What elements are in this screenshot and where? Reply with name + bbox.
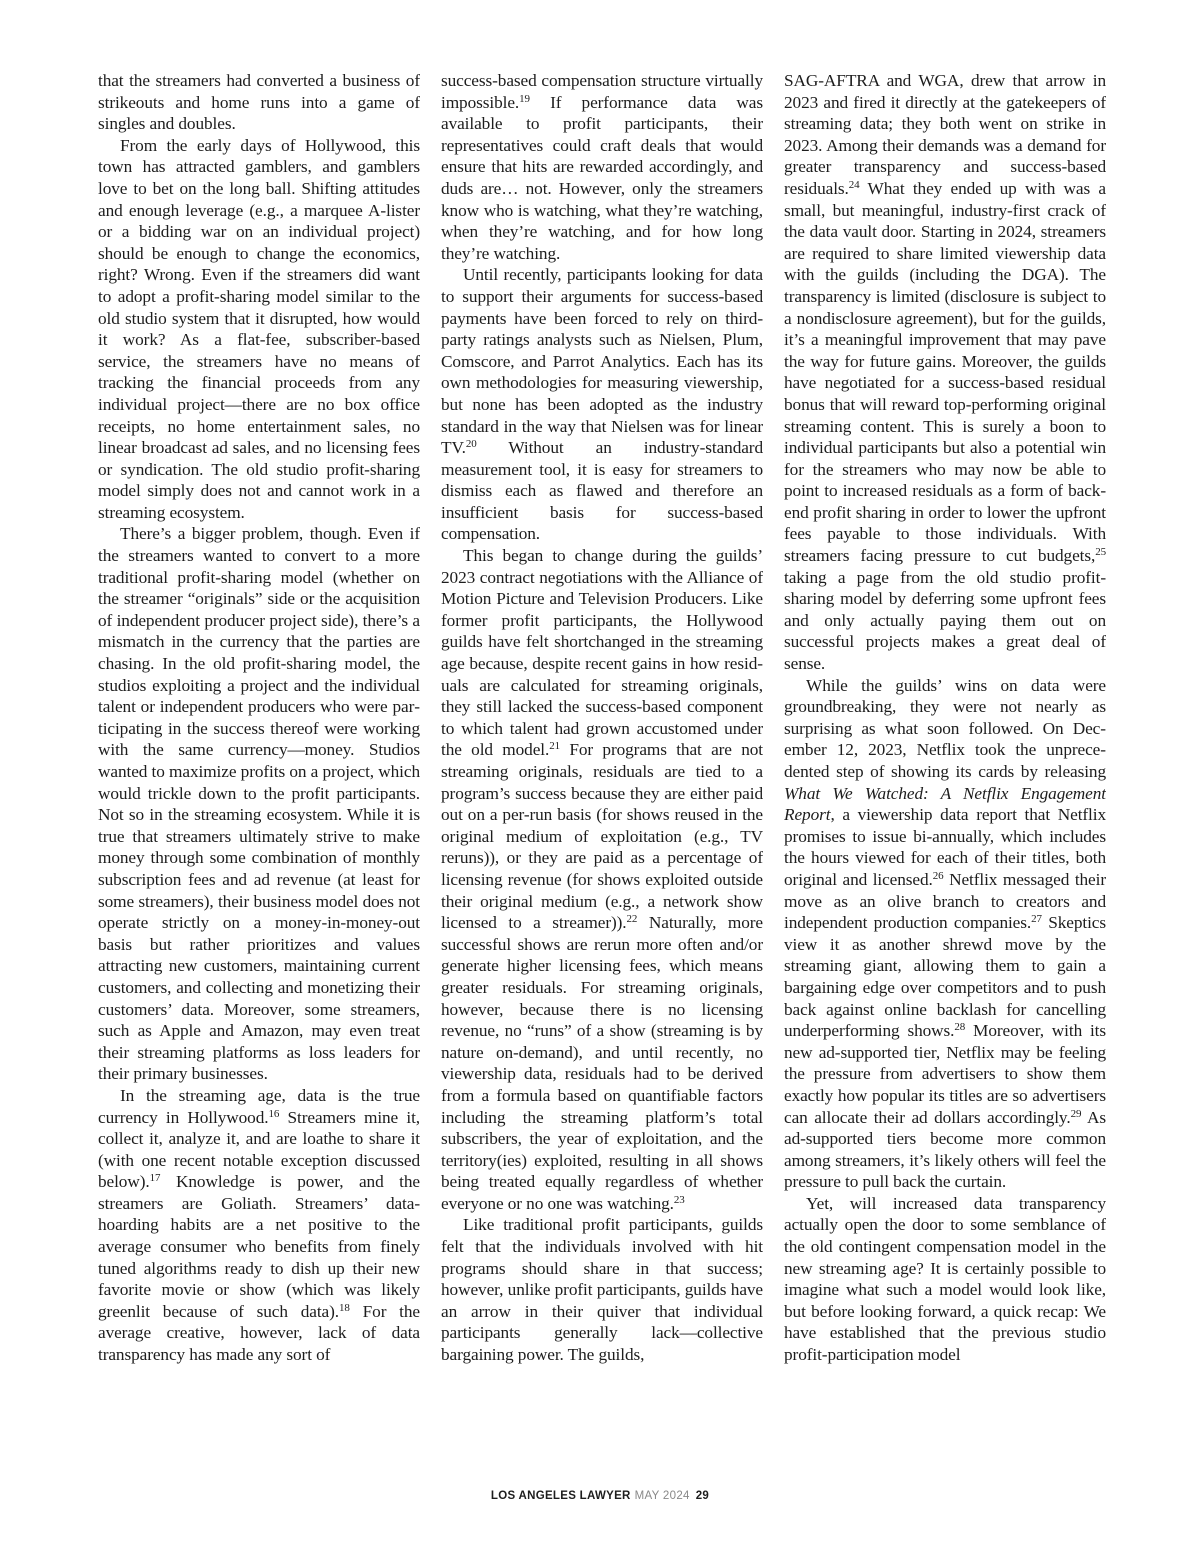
footnote-ref: 23 [673, 1193, 685, 1206]
footnote-ref: 19 [519, 92, 530, 105]
footnote-ref: 17 [149, 1172, 161, 1185]
report-title: What We Watched: A Netflix Engagement Report [784, 783, 1106, 825]
footnote-ref: 16 [268, 1107, 280, 1120]
paragraph: In the streaming age, data is the true currency in Hollywood.$^{16}$ Streamers mine it, collect it, analyze it, and are loathe to share it (with one recent notable exception discussed below).$^{17}$ Knowledge is power, and the streamers are Goliath. Streamers’ data-hoarding habits are a net positive to the average consumer who benefits from finely tuned algorithms ready to dish up their new favorite movie or show (which was likely greenlit because of such data).$^{18}$ For the average creative, however, lack of data transparency has made any sort of [98, 1085, 420, 1365]
page-number: 29 [695, 1490, 710, 1502]
footnote-ref: 27 [1031, 913, 1042, 926]
page-footer [0, 1490, 1200, 1502]
column-1 [98, 70, 420, 1460]
paragraph: that the streamers had converted a business of strikeouts and home runs into a game of singles and doubles. [98, 71, 420, 134]
publication-name: LOS ANGELES LAWYER [490, 1490, 631, 1502]
paragraph: SAG-AFTRA and WGA, drew that arrow in 2023 and fired it directly at the gatekeepers of streaming data; they both went on strike in 2023. Among their demands was a demand for greater transparency and success-based residuals.$^{24}$ What they ended up with was a small, but meaningful, industry-first crack of the data vault door. Starting in 2024, streamers are required to share limited viewership data with the guilds (including the DGA). The transparency is limited (disclosure is subject to a nondisclosure agreement), but for the guilds, it’s a meaningful improvement that may pave the way for future gains. Moreover, the guilds have negotiated for a success-based residual bonus that will reward top-performing original streaming content. This is surely a boon to individual participants but also a potential win for the streamers who may now be able to point to increased residuals as a form of back-end profit sharing in order to lower the upfront fees payable to those individuals. With streamers facing pressure to cut budgets,$^{25}$ taking a page from the old studio profit-sharing model by deferring some upfront fees and only actually paying them out on successful projects makes a great deal of sense. [784, 71, 1106, 674]
footnote-ref: 29 [1070, 1107, 1082, 1120]
footnote-ref: 26 [932, 869, 944, 882]
footnote-ref: 25 [1095, 546, 1106, 559]
paragraph: Until recently, participants looking for data to support their arguments for success-based payments have been forced to rely on third-party ratings analysts such as Nielsen, Plum, Comscore, and Parrot Analytics. Each has its own methodologies for measuring viewership, but none has been adopted as the industry standard in the way that Nielsen was for linear TV.$^{20}$ Without an industry-standard measurement tool, it is easy for streamers to dismiss each as flawed and therefore an insufficient basis for success-based compensation. [441, 265, 763, 544]
footnote-ref: 28 [954, 1021, 966, 1034]
paragraph: This began to change during the guilds’ 2023 contract negotiations with the Alliance of Motion Picture and Television Producers. Like former profit participants, the Hollywood guilds have felt shortchanged in the streaming age because, despite recent gains in how residuals are calculated for streaming originals, they still lacked the success-based component to which talent had grown accustomed under the old model.$^{21}$ For programs that are not streaming originals, residuals are tied to a program’s success because they are either paid out on a per-run basis (for shows reused in the original medium of exploitation (e.g., TV reruns)), or they are paid as a percentage of licensing revenue (for shows exploited outside their original medium (e.g., a network show licensed to a streamer)).$^{22}$ Naturally, more successful shows are rerun more often and/or generate higher licensing fees, which means greater residuals. For streaming originals, however, because there is no licensing revenue, no “runs” of a show (streaming is by nature on-demand), and until recently, no viewership data, residuals had to be derived from a formula based on quantifiable factors including the streaming platform’s total subscribers, the year of exploitation, and the territory(ies) exploited, resulting in all shows being treated equally regardless of whether everyone or no one was watching.$^{23}$ [441, 546, 763, 1213]
article-body [98, 70, 1106, 1460]
paragraph: From the early days of Hollywood, this town has attracted gamblers, and gamblers love to bet on the long ball. Shifting attitudes and enough leverage (e.g., a marquee A-lister or a bidding war on an individual project) should be enough to change the economics, right? Wrong. Even if the streamers did want to adopt a profit-sharing model similar to the old studio system that it disrupted, how would it work? As a flat-fee, subscriber-based service, the streamers have no means of tracking the financial proceeds from any individual project—there are no box office receipts, no home entertainment sales, no linear broadcast ad sales, and no licensing fees or syndication. The old studio profit-sharing model simply does not and cannot work in a streaming ecosystem. [98, 135, 420, 522]
footnote-ref: 20 [465, 438, 477, 451]
paragraph: There’s a bigger problem, though. Even if the streamers wanted to convert to a more traditional profit-sharing model (whether on the streamer “originals” side or the acquisition of independent producer project side), there’s a mismatch in the currency that the parties are chasing. In the old profit-sharing model, the studios exploiting a project and the individual talent or independent producers who were participating in the success thereof were working with the same currency—money. Studios wanted to maximize profits on a project, which would trickle down to the profit participants. Not so in the streaming ecosystem. While it is true that streamers ultimately strive to make money through some combination of monthly subscription fees and ad revenue (at least for some streamers), their business model does not operate strictly on a money-in-money-out basis but rather prioritizes and values attracting new customers, maintaining current customers, and collecting and monetizing their customers’ data. Moreover, some streamers, such as Apple and Amazon, may even treat their streaming platforms as loss leaders for their primary businesses. [98, 524, 420, 1084]
footnote-ref: 21 [549, 740, 561, 753]
footnote-ref: 22 [626, 913, 638, 926]
issue-date: MAY 2024 [634, 1490, 690, 1502]
paragraph: success-based compensation structure virtually impossible.$^{19}$ If performance data was available to profit participants, their representatives could craft deals that would ensure that hits are rewarded accordingly, and duds are… not. However, only the streamers know who is watching, what they’re watching, when they’re watching, and for how long they’re watching. [441, 71, 763, 263]
paragraph: Like traditional profit participants, guilds felt that the individuals involved with hit programs should share in that success; however, unlike profit participants, guilds have an arrow in their quiver that individual participants generally lack—collective bargaining power. The guilds, [441, 1215, 763, 1365]
footnote-ref: 18 [339, 1301, 350, 1314]
column-3 [784, 70, 1106, 1460]
paragraph: Yet, will increased data transparency actually open the door to some semblance of the old contingent compensation model in the new streaming age? It is certainly possible to imagine what such a model would look like, but before looking forward, a quick recap: We have established that the previous studio profit-participation model [784, 1193, 1106, 1365]
paragraph: While the guilds’ wins on data were groundbreaking, they were not nearly as surprising as what soon followed. On December 12, 2023, Netflix took the unprecedented step of showing its cards by releasing What We Watched: A Netflix Engagement Report, a viewership data report that Netflix promises to issue bi-annually, which includes the hours viewed for each of their titles, both original and licensed.$^{26}$ Netflix messaged their move as an olive branch to creators and independent production companies.$^{27}$ Skeptics view it as another shrewd move by the streaming giant, allowing them to gain a bargaining edge over competitors and to push back against online backlash for cancelling underperforming shows.$^{28}$ Moreover, with its new ad-supported tier, Netflix may be feeling the pressure from advertisers to show them exactly how popular its titles are so advertisers can allocate their ad dollars accordingly.$^{29}$ As ad-supported tiers become more common among streamers, it’s likely others will feel the pressure to pull back the curtain. [784, 675, 1106, 1192]
footnote-ref: 24 [848, 178, 860, 191]
column-2 [441, 70, 763, 1460]
